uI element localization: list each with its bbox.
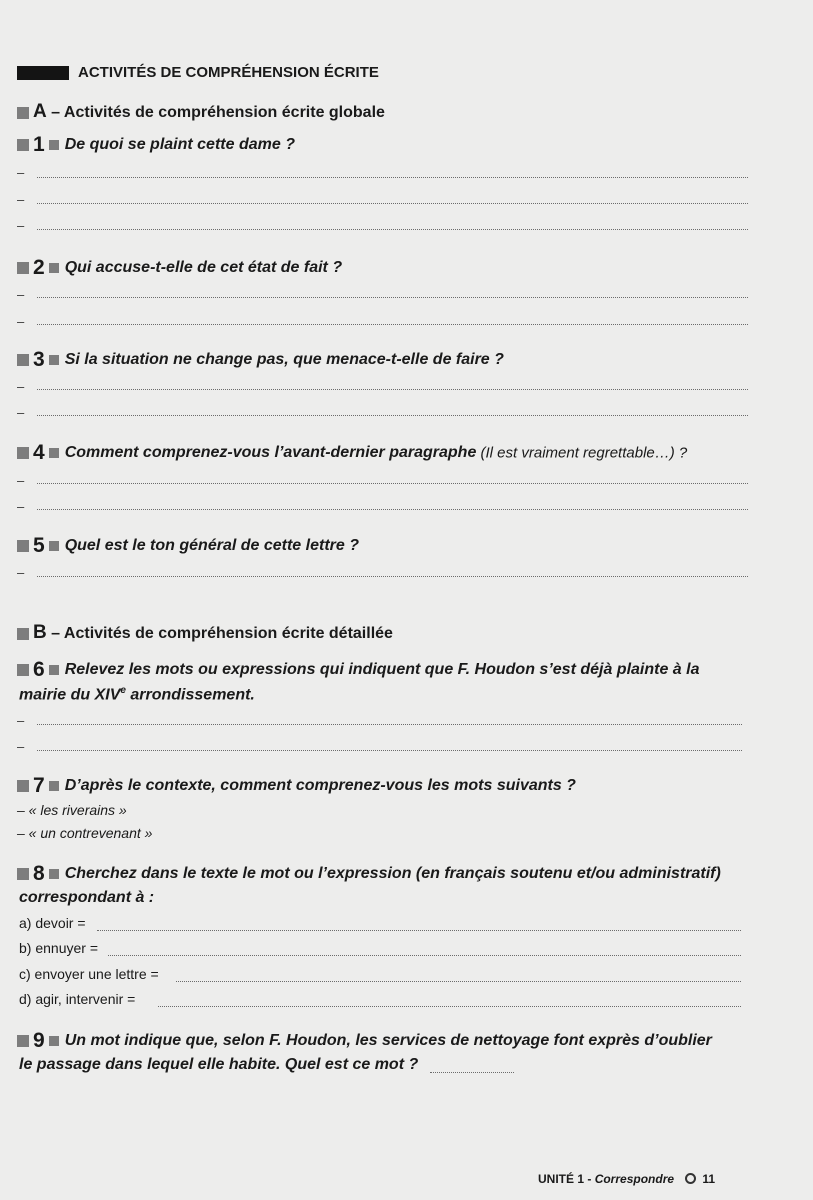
answer-dash: – — [17, 192, 25, 207]
answer-line-5a[interactable] — [37, 576, 748, 577]
page-number: 11 — [702, 1172, 716, 1186]
item-agir: d) agir, intervenir = — [19, 991, 136, 1007]
answer-dash: – — [17, 499, 25, 514]
square-bullet-icon — [17, 354, 29, 366]
square-bullet-icon — [17, 664, 29, 676]
answer-line-8d[interactable] — [158, 1006, 741, 1007]
term-contrevenant: – « un contrevenant » — [17, 825, 153, 841]
section-a-heading: A – Activités de compréhension écrite globale — [17, 101, 385, 123]
question-1: 1 De quoi se plaint cette dame ? — [17, 133, 295, 157]
answer-line-6a[interactable] — [37, 724, 742, 725]
question-5: 5 Quel est le ton général de cette lettre ? — [17, 534, 359, 558]
square-bullet-icon — [17, 540, 29, 552]
item-devoir: a) devoir = — [19, 915, 86, 931]
square-bullet-icon — [17, 447, 29, 459]
answer-line-4b[interactable] — [37, 509, 748, 510]
answer-line-8a[interactable] — [97, 930, 741, 931]
square-bullet-icon — [49, 781, 59, 791]
square-bullet-icon — [49, 869, 59, 879]
answer-line-2b[interactable] — [37, 324, 748, 325]
square-bullet-icon — [49, 1036, 59, 1046]
square-bullet-icon — [17, 262, 29, 274]
square-bullet-icon — [17, 780, 29, 792]
question-9: 9 Un mot indique que, selon F. Houdon, les services de nettoyage font exprès d’oublier — [17, 1029, 712, 1053]
square-bullet-icon — [17, 868, 29, 880]
page-title: ACTIVITÉS DE COMPRÉHENSION ÉCRITE — [78, 64, 379, 81]
square-bullet-icon — [17, 107, 29, 119]
question-2: 2 Qui accuse-t-elle de cet état de fait ? — [17, 256, 342, 280]
answer-dash: – — [17, 218, 25, 233]
answer-line-1a[interactable] — [37, 177, 748, 178]
square-bullet-icon — [49, 448, 59, 458]
question-6: 6 Relevez les mots ou expressions qui indiquent que F. Houdon s’est déjà plainte à la — [17, 658, 700, 682]
question-6-continued: mairie du XIVe arrondissement. — [19, 685, 255, 704]
question-9-continued: le passage dans lequel elle habite. Quel est ce mot ? — [19, 1056, 419, 1073]
question-8-continued: correspondant à : — [19, 889, 155, 906]
question-4: 4 Comment comprenez-vous l’avant-dernier paragraphe (Il est vraiment regrettable…) ? — [17, 441, 687, 465]
square-bullet-icon — [49, 541, 59, 551]
answer-line-8b[interactable] — [108, 955, 741, 956]
answer-line-1c[interactable] — [37, 229, 748, 230]
answer-line-6b[interactable] — [37, 750, 742, 751]
square-bullet-icon — [49, 263, 59, 273]
question-3: 3 Si la situation ne change pas, que menace-t-elle de faire ? — [17, 348, 504, 372]
answer-dash: – — [17, 473, 25, 488]
section-b-heading: B – Activités de compréhension écrite détaillée — [17, 622, 393, 644]
question-8: 8 Cherchez dans le texte le mot ou l’expression (en français soutenu et/ou administratif) — [17, 862, 721, 886]
answer-dash: – — [17, 739, 25, 754]
square-bullet-icon — [17, 628, 29, 640]
answer-dash: – — [17, 287, 25, 302]
answer-dash: – — [17, 165, 25, 180]
answer-line-3b[interactable] — [37, 415, 748, 416]
header-bar — [17, 66, 69, 80]
square-bullet-icon — [17, 1035, 29, 1047]
answer-dash: – — [17, 713, 25, 728]
page-footer: UNITÉ 1 - Correspondre 11 — [538, 1172, 716, 1186]
square-bullet-icon — [49, 355, 59, 365]
square-bullet-icon — [17, 139, 29, 151]
answer-line-9[interactable] — [430, 1072, 514, 1073]
answer-line-3a[interactable] — [37, 389, 748, 390]
answer-line-2a[interactable] — [37, 297, 748, 298]
answer-dash: – — [17, 565, 25, 580]
question-7: 7 D’après le contexte, comment comprenez-vous les mots suivants ? — [17, 774, 576, 798]
answer-line-1b[interactable] — [37, 203, 748, 204]
square-bullet-icon — [49, 140, 59, 150]
circle-bullet-icon — [685, 1173, 696, 1184]
answer-dash: – — [17, 314, 25, 329]
answer-dash: – — [17, 379, 25, 394]
answer-line-4a[interactable] — [37, 483, 748, 484]
item-envoyer: c) envoyer une lettre = — [19, 966, 159, 982]
term-riverains: – « les riverains » — [17, 802, 127, 818]
answer-line-8c[interactable] — [176, 981, 741, 982]
answer-dash: – — [17, 405, 25, 420]
square-bullet-icon — [49, 665, 59, 675]
item-ennuyer: b) ennuyer = — [19, 940, 98, 956]
